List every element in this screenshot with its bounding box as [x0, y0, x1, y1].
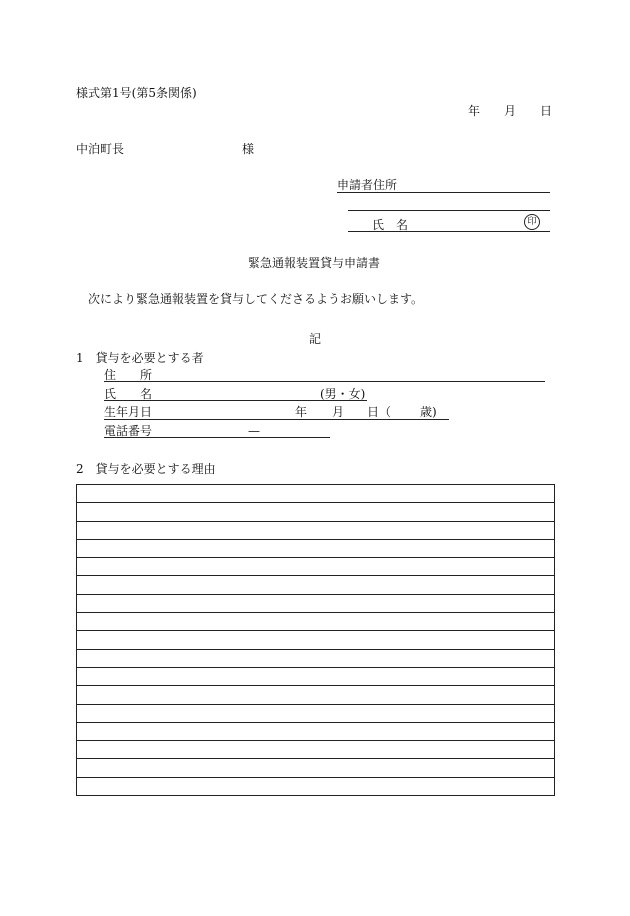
section1-address-line	[104, 381, 545, 382]
reason-row[interactable]	[77, 540, 554, 558]
form-number: 様式第1号(第5条関係)	[76, 86, 197, 100]
applicant-address-label: 申請者住所	[337, 178, 398, 192]
applicant-name-label: 氏 名	[372, 218, 409, 232]
section1-address-label: 住 所	[104, 368, 153, 382]
date-day: 日	[540, 104, 553, 118]
section1-birth-year: 年	[295, 405, 308, 419]
reason-row[interactable]	[77, 705, 554, 723]
addressee-honorific: 様	[242, 142, 255, 156]
section1-age: 歳)	[420, 405, 437, 419]
reason-row[interactable]	[77, 650, 554, 668]
section1-heading: 1 貸与を必要とする者	[76, 351, 204, 365]
section1-birth-day: 日（	[367, 405, 392, 419]
reason-row[interactable]	[77, 613, 554, 631]
reason-row[interactable]	[77, 558, 554, 576]
ki-heading: 記	[309, 332, 322, 346]
reason-box[interactable]	[76, 484, 555, 796]
section2-heading: 2 貸与を必要とする理由	[76, 462, 216, 476]
section1-birth-label: 生年月日	[104, 405, 153, 419]
reason-row[interactable]	[77, 723, 554, 741]
reason-row[interactable]	[77, 485, 554, 503]
section1-phone-line	[104, 437, 330, 438]
reason-row[interactable]	[77, 595, 554, 613]
section1-phone-dash: —	[248, 424, 260, 438]
section1-birth-line	[104, 419, 449, 420]
reason-row[interactable]	[77, 576, 554, 594]
reason-row[interactable]	[77, 686, 554, 704]
section1-name-label: 氏 名	[104, 387, 153, 401]
section1-gender: (男・女)	[320, 387, 366, 401]
addressee-name: 中泊町長	[76, 142, 125, 156]
seal-mark: 印	[524, 214, 540, 230]
reason-row[interactable]	[77, 778, 554, 795]
applicant-address-line-2	[348, 210, 550, 211]
reason-row[interactable]	[77, 741, 554, 759]
applicant-name-line	[348, 231, 550, 232]
section1-phone-label: 電話番号	[104, 424, 153, 438]
document-title: 緊急通報装置貸与申請書	[248, 256, 381, 270]
body-text: 次により緊急通報装置を貸与してくださるようお願いします。	[88, 292, 424, 306]
section1-birth-month: 月	[332, 405, 345, 419]
applicant-address-line	[337, 192, 550, 193]
reason-row[interactable]	[77, 759, 554, 777]
reason-row[interactable]	[77, 668, 554, 686]
reason-row[interactable]	[77, 503, 554, 521]
reason-row[interactable]	[77, 631, 554, 649]
section1-name-line	[104, 400, 367, 401]
date-month: 月	[504, 104, 517, 118]
date-year: 年	[468, 104, 481, 118]
reason-row[interactable]	[77, 522, 554, 540]
